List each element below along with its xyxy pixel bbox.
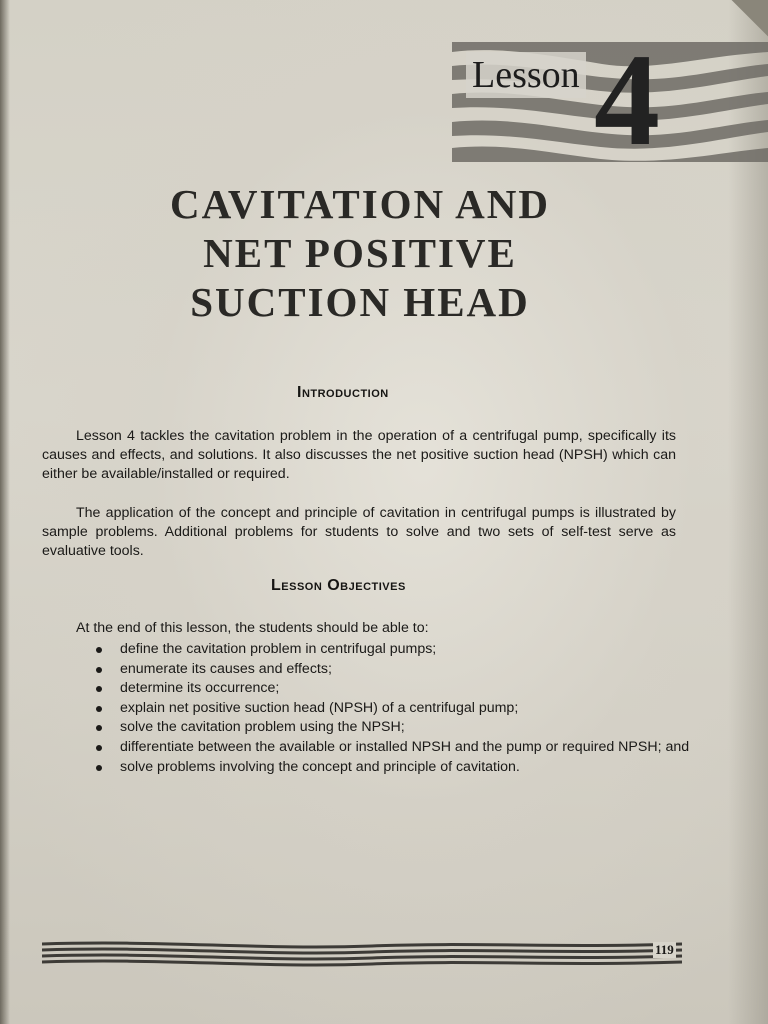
page-corner [728,0,768,40]
list-item [92,738,692,758]
lesson-label: Lesson [466,52,586,98]
chapter-title [120,180,600,327]
objective-text: explain net positive suction head (NPSH) of a centrifugal pump; [120,699,519,716]
introduction-heading: Introduction [297,384,389,401]
introduction-paragraph-2: The application of the concept and principle of cavitation in centrifugal pumps is illustrated by sample problems. Additional problems for students to solve and two sets of self-test serve as evaluative tools. [42,505,676,559]
footer-wave-stripes [42,938,682,968]
bullet-icon [96,745,102,751]
chapter-title-line-1: CAVITATION AND [170,181,550,227]
objective-text: solve the cavitation problem using the NPSH; [120,719,405,736]
chapter-title-line-2: NET POSITIVE [203,230,517,276]
list-item [92,679,692,699]
bullet-icon [96,765,102,771]
list-item [92,640,692,660]
page-number: 119 [655,942,674,957]
objective-text: solve problems involving the concept and principle of cavitation. [120,758,520,775]
bullet-icon [96,725,102,731]
bullet-icon [96,706,102,712]
objective-text: define the cavitation problem in centrifugal pumps; [120,641,437,657]
list-item [92,699,692,719]
list-item [92,660,692,680]
page-binding-shadow [0,0,10,1024]
objective-text: differentiate between the available or installed NPSH and the pump or required NPSH; and [120,738,690,755]
bullet-icon [96,667,102,673]
objectives-heading: Lesson Objectives [271,577,406,594]
objective-text: enumerate its causes and effects; [120,660,332,677]
introduction-paragraph-1: Lesson 4 tackles the cavitation problem in the operation of a centrifugal pump, specifically its causes and effects, and solutions. It also discusses the net positive suction head (NPSH) which can either be available/installed or required. [42,428,676,482]
list-item [92,718,692,738]
objectives-lead: At the end of this lesson, the students should be able to: [76,620,429,636]
objectives-list [92,640,692,777]
chapter-title-line-3: SUCTION HEAD [190,279,530,325]
bullet-icon [96,686,102,692]
lesson-number: 4 [594,26,660,173]
objective-text: determine its occurrence; [120,680,280,697]
bullet-icon [96,647,102,653]
list-item [92,758,692,778]
